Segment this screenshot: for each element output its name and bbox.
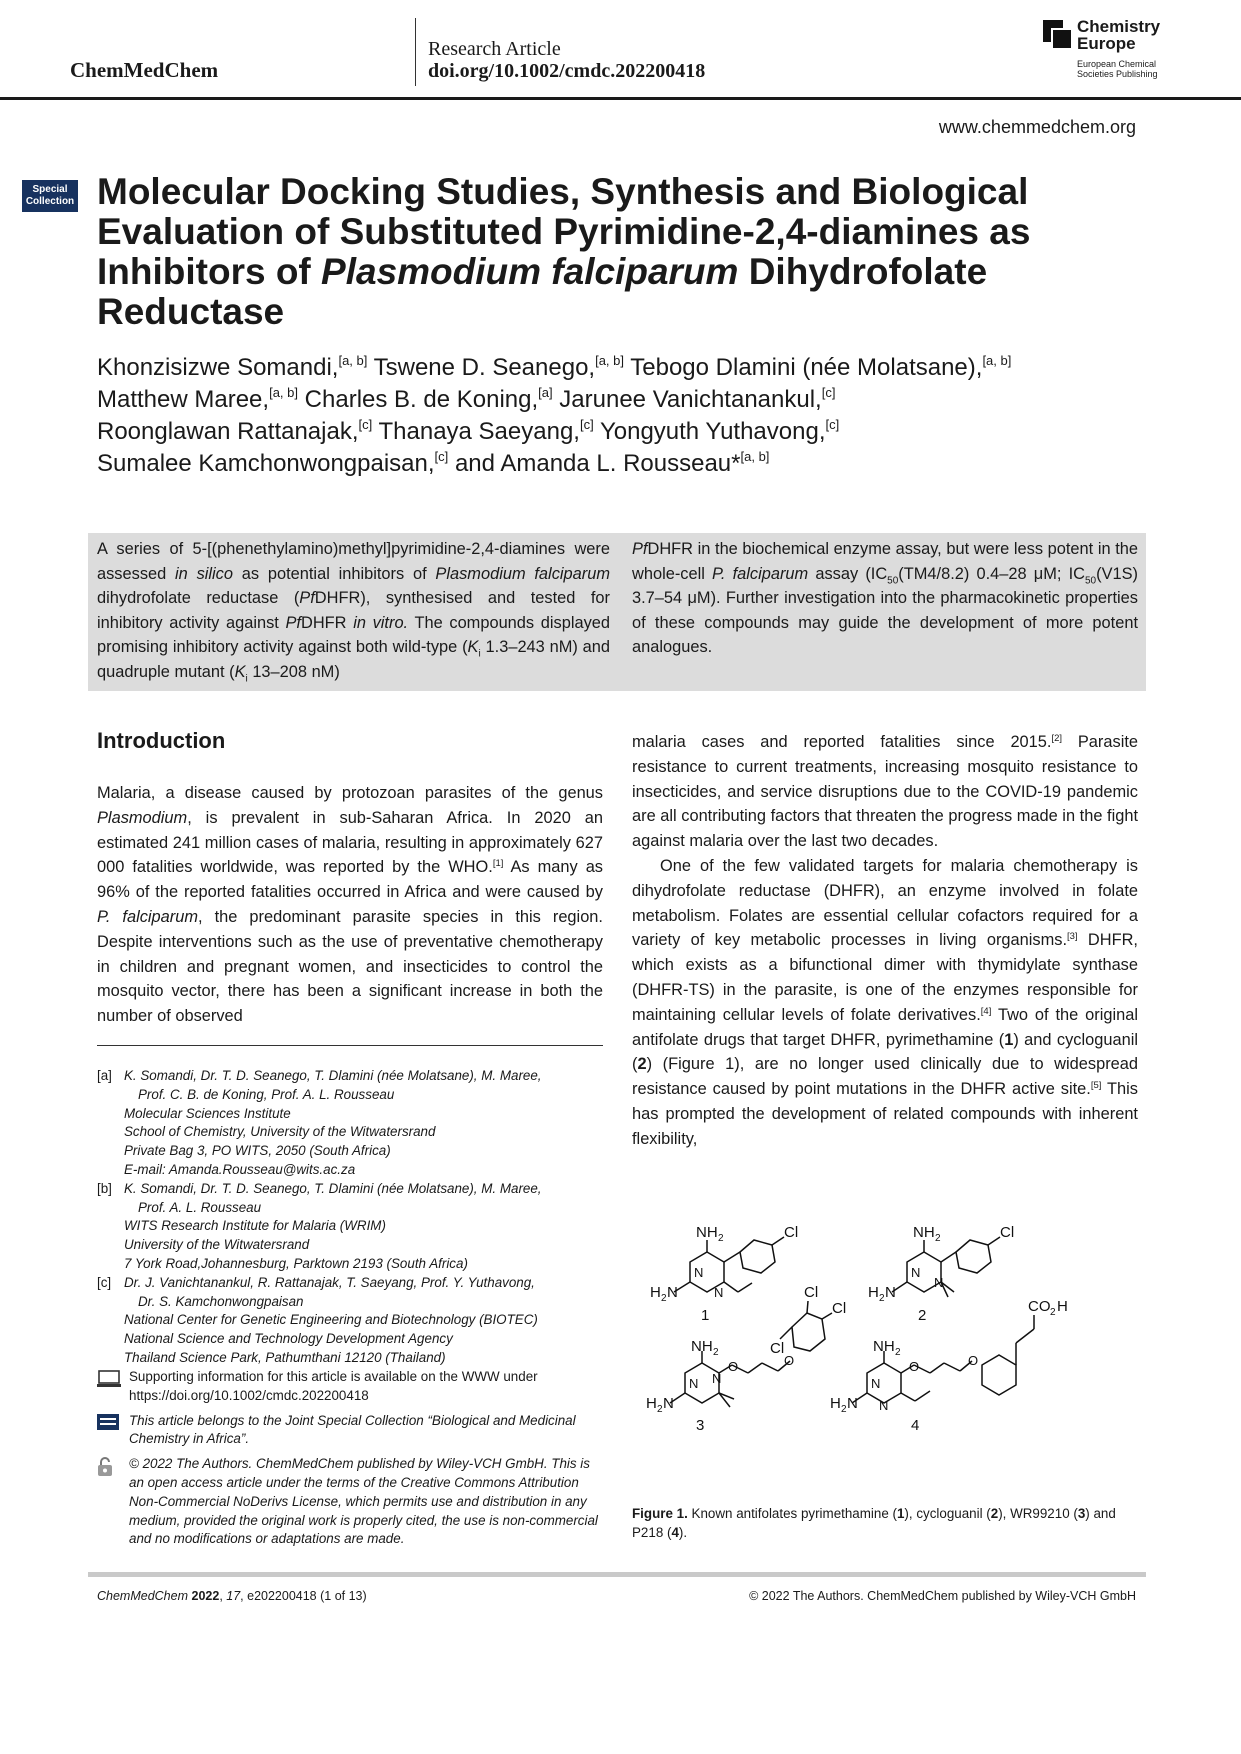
svg-text:O: O <box>968 1353 979 1368</box>
svg-text:Cl: Cl <box>1000 1225 1015 1241</box>
svg-text:N: N <box>714 1285 724 1300</box>
chemistry-europe-icon <box>1043 20 1073 50</box>
author: Tebogo Dlamini (née Molatsane), <box>630 354 983 381</box>
author: Roonglawan Rattanajak, <box>97 418 359 445</box>
article-title: Molecular Docking Studies, Synthesis and Biological Evaluation of Substituted Pyrimidine-2,4-diamines as Inhibitors of Plasmodium falciparum Dihydrofolate Reductase <box>97 171 1031 332</box>
body-text-right: malaria cases and reported fatalities since 2015.[2] Parasite resistance to current treatments, increasing mosquito resistance to insecticides, and service disruptions due to the COVID-19 pandemic are all contributing factors that threaten the progress made in the fight against malaria over the last two decades. One of the few validated targets for malaria chemotherapy is dihydrofolate reductase (DHFR), an enzyme involved in folate metabolism. Folates are essential cellular cofactors required for a variety of key metabolic processes in living organisms.[3] DHFR, which exists as a bifunctional dimer with thymidylate synthase (DHFR-TS) in the parasite, is one of the enzymes responsible for maintaining cellular levels of folate derivatives.[4] Two of the original antifolate drugs that target DHFR, pyrimethamine (1) and cycloguanil (2) (Figure 1), are no longer used clinically due to widespread resistance caused by point mutations in the DHFR active site.[5] This has prompted the development of related compounds with inherent flexibility, <box>632 733 1139 1148</box>
svg-text:N: N <box>934 1275 944 1290</box>
citation[interactable]: [1] <box>492 858 504 870</box>
publisher-subtitle-line2: Societies Publishing <box>1077 69 1158 79</box>
header-divider <box>415 18 416 86</box>
figure-1-structures <box>632 1225 1142 1490</box>
citation[interactable]: [3] <box>1067 931 1078 943</box>
svg-text:NH: NH <box>691 1338 713 1355</box>
svg-text:N: N <box>667 1284 678 1301</box>
author: Khonzisizwe Somandi, <box>97 354 339 381</box>
svg-text:2: 2 <box>841 1404 847 1415</box>
svg-text:N: N <box>871 1376 881 1391</box>
affiliation-c: [c] Dr. J. Vanichtanankul, R. Rattanajak, T. Saeyang, Prof. Y. Yuthavong, Dr. S. Kamchonwongpaisan National Center for Genetic Engineering and Biotechnology (BIOTEC) National Science and Technology Development Agency Thailand Science Park, Pathumthani 12120 (Thailand) <box>97 1274 538 1365</box>
author: Sumalee Kamchonwongpaisan, <box>97 450 435 477</box>
footnote-rule <box>97 1045 603 1046</box>
svg-text:H: H <box>646 1395 657 1412</box>
svg-text:O: O <box>784 1353 795 1368</box>
affiliations <box>97 1067 607 1368</box>
author: Jarunee Vanichtanankul, <box>559 386 822 413</box>
citation[interactable]: [4] <box>980 1005 992 1017</box>
affiliation-b: [b] K. Somandi, Dr. T. D. Seanego, T. Dlamini (née Molatsane), M. Maree, Prof. A. L. Rousseau WITS Research Institute for Malaria (WRIM) University of the Witwatersrand 7 York Road,Johannesburg, Parktown 2193 (South Africa) <box>97 1180 542 1271</box>
affiliation-a: [a] K. Somandi, Dr. T. D. Seanego, T. Dlamini (née Molatsane), M. Maree, Prof. C. B. de Koning, Prof. A. L. Rousseau Molecular Sciences Institute School of Chemistry, University of the Witwatersrand Private Bag 3, PO WITS, 2050 (South Africa) E-mail: Amanda.Rousseau@wits.ac.za <box>97 1067 607 1180</box>
abstract-col-1: A series of 5-[(phenethylamino)methyl]pyrimidine-2,4-diamines were assessed in silico as potential inhibitors of Plasmodium falciparum dihydrofolate reductase (PfDHFR), synthesised and tested for inhibitory activity against PfDHFR in vitro. The compounds displayed promising inhibitory activity against both wild-type ($K_i$ 1.3–243 nM) and quadruple mutant ($K_i$ 13–208 nM) <box>97 540 611 685</box>
author: Matthew Maree, <box>97 386 270 413</box>
article-notes <box>97 1368 607 1555</box>
svg-text:O: O <box>728 1359 739 1374</box>
svg-text:2: 2 <box>661 1293 667 1304</box>
author: Yongyuth Yuthavong, <box>599 418 826 445</box>
header-rule <box>0 97 1241 100</box>
author: Thanaya Saeyang, <box>378 418 580 445</box>
license-note: © 2022 The Authors. ChemMedChem published by Wiley-VCH GmbH. This is an open access article under the terms of the Creative Commons Attribution Non-Commercial NoDerivs License, which permits use and distribution in any medium, provided the original work is properly cited, the use is non-commercial and no modifications or adaptations are made. <box>97 1455 607 1549</box>
section-heading-introduction: Introduction <box>97 728 226 753</box>
badge-line1: Special <box>32 184 68 195</box>
article-type: Research Article <box>428 38 561 60</box>
svg-text:NH: NH <box>696 1225 718 1241</box>
svg-text:2: 2 <box>718 1233 724 1244</box>
svg-text:N: N <box>663 1395 674 1412</box>
footer-citation: ChemMedChem 2022, 17, e202200418 (1 of 13) <box>97 1589 367 1603</box>
author: Charles B. de Koning, <box>304 386 539 413</box>
computer-icon <box>97 1370 121 1388</box>
svg-text:2: 2 <box>713 1347 719 1358</box>
publisher-name-line2: Europe <box>1077 34 1136 53</box>
svg-text:H: H <box>868 1284 879 1301</box>
citation[interactable]: [2] <box>1051 733 1063 744</box>
badge-line2: Collection <box>25 196 75 207</box>
email-link[interactable]: E-mail: Amanda.Rousseau@wits.ac.za <box>124 1161 356 1177</box>
special-collection-badge[interactable] <box>22 180 78 212</box>
svg-text:O: O <box>909 1359 920 1374</box>
author: and Amanda L. Rousseau* <box>454 450 741 477</box>
svg-text:CO: CO <box>1028 1298 1051 1315</box>
body-text-left: Malaria, a disease caused by protozoan parasites of the genus Plasmodium, is prevalent in sub-Saharan Africa. In 2020 an estimated 241 million cases of malaria, resulting in approximately 627 000 fatalities worldwide, was reported by the WHO.[1] As many as 96% of the reported fatalities occurred in Africa and were caused by P. falciparum, the predominant parasite species in this region. Despite interventions such as the use of preventative chemotherapy in children and pregnant women, and insecticides to control the mosquito vector, there has been a significant increase in both the number of observed <box>97 784 604 1026</box>
website-link[interactable]: www.chemmedchem.org <box>938 117 1136 137</box>
svg-text:NH: NH <box>873 1338 895 1355</box>
svg-text:N: N <box>694 1265 704 1280</box>
collection-note: This article belongs to the Joint Special Collection “Biological and Medicinal Chemistry in Africa”. <box>97 1412 607 1450</box>
figure-1-caption: Figure 1. Known antifolates pyrimethamine (1), cycloguanil (2), WR99210 (3) and P218 (4). <box>632 1506 1116 1540</box>
svg-text:2: 2 <box>935 1233 941 1244</box>
title-italic: Plasmodium falciparum <box>321 251 739 292</box>
svg-text:Cl: Cl <box>804 1284 819 1301</box>
svg-text:Cl: Cl <box>832 1300 847 1317</box>
svg-text:N: N <box>885 1284 896 1301</box>
svg-text:H: H <box>1057 1298 1068 1315</box>
svg-text:2: 2 <box>895 1347 901 1358</box>
abstract-col-2: PfDHFR in the biochemical enzyme assay, but were less potent in the whole-cell P. falciparum assay ($IC_{50}(TM4/8.2)$ 0.4–28 μM; $IC_{50}(V1S)$ 3.7–54 μM). Further investigation into the pharmacokinetic properties of these compounds may guide the development of more potent analogues. <box>632 540 1139 657</box>
svg-text:2: 2 <box>918 1307 927 1324</box>
open-access-icon <box>97 1457 113 1477</box>
svg-text:2: 2 <box>657 1404 663 1415</box>
publisher-subtitle-line1: European Chemical <box>1077 59 1157 69</box>
journal-name: ChemMedChem <box>70 58 219 82</box>
abstract-box <box>88 533 1146 691</box>
svg-text:N: N <box>847 1395 858 1412</box>
svg-text:4: 4 <box>911 1417 920 1434</box>
svg-text:H: H <box>650 1284 661 1301</box>
author: Tswene D. Seanego, <box>373 354 596 381</box>
svg-text:Cl: Cl <box>784 1225 799 1241</box>
svg-text:N: N <box>911 1265 921 1280</box>
svg-text:N: N <box>689 1376 699 1391</box>
svg-text:1: 1 <box>701 1307 710 1324</box>
footer-bar <box>88 1572 1146 1577</box>
svg-text:Cl: Cl <box>770 1340 785 1357</box>
supporting-info-note[interactable]: Supporting information for this article is available on the WWW under https://doi.org/10.1002/cmdc.202200418 <box>97 1368 607 1406</box>
svg-text:3: 3 <box>696 1417 705 1434</box>
svg-text:2: 2 <box>879 1293 885 1304</box>
publisher-name-line1: Chemistry <box>1077 17 1161 36</box>
footer-copyright: © 2022 The Authors. ChemMedChem published by Wiley-VCH GmbH <box>749 1589 1136 1603</box>
author-list: Khonzisizwe Somandi,[a, b] Tswene D. Seanego,[a, b] Tebogo Dlamini (née Molatsane),[a, b] Matthew Maree,[a, b] Charles B. de Koning,[a] Jarunee Vanichtanankul,[c] Roonglawan Rattanajak,[c] Thanaya Saeyang,[c] Yongyuth Yuthavong,[c] Sumalee Kamchonwongpaisan,[c] and Amanda L. Rousseau*[a, b] <box>97 353 1012 477</box>
svg-text:2: 2 <box>1050 1307 1056 1318</box>
svg-text:H: H <box>830 1395 841 1412</box>
svg-text:N: N <box>879 1398 889 1413</box>
svg-text:N: N <box>712 1371 722 1386</box>
citation[interactable]: [5] <box>1090 1080 1102 1092</box>
svg-text:NH: NH <box>913 1225 935 1241</box>
doi-link[interactable]: doi.org/10.1002/cmdc.202200418 <box>428 60 706 82</box>
special-collection-icon <box>97 1414 119 1430</box>
